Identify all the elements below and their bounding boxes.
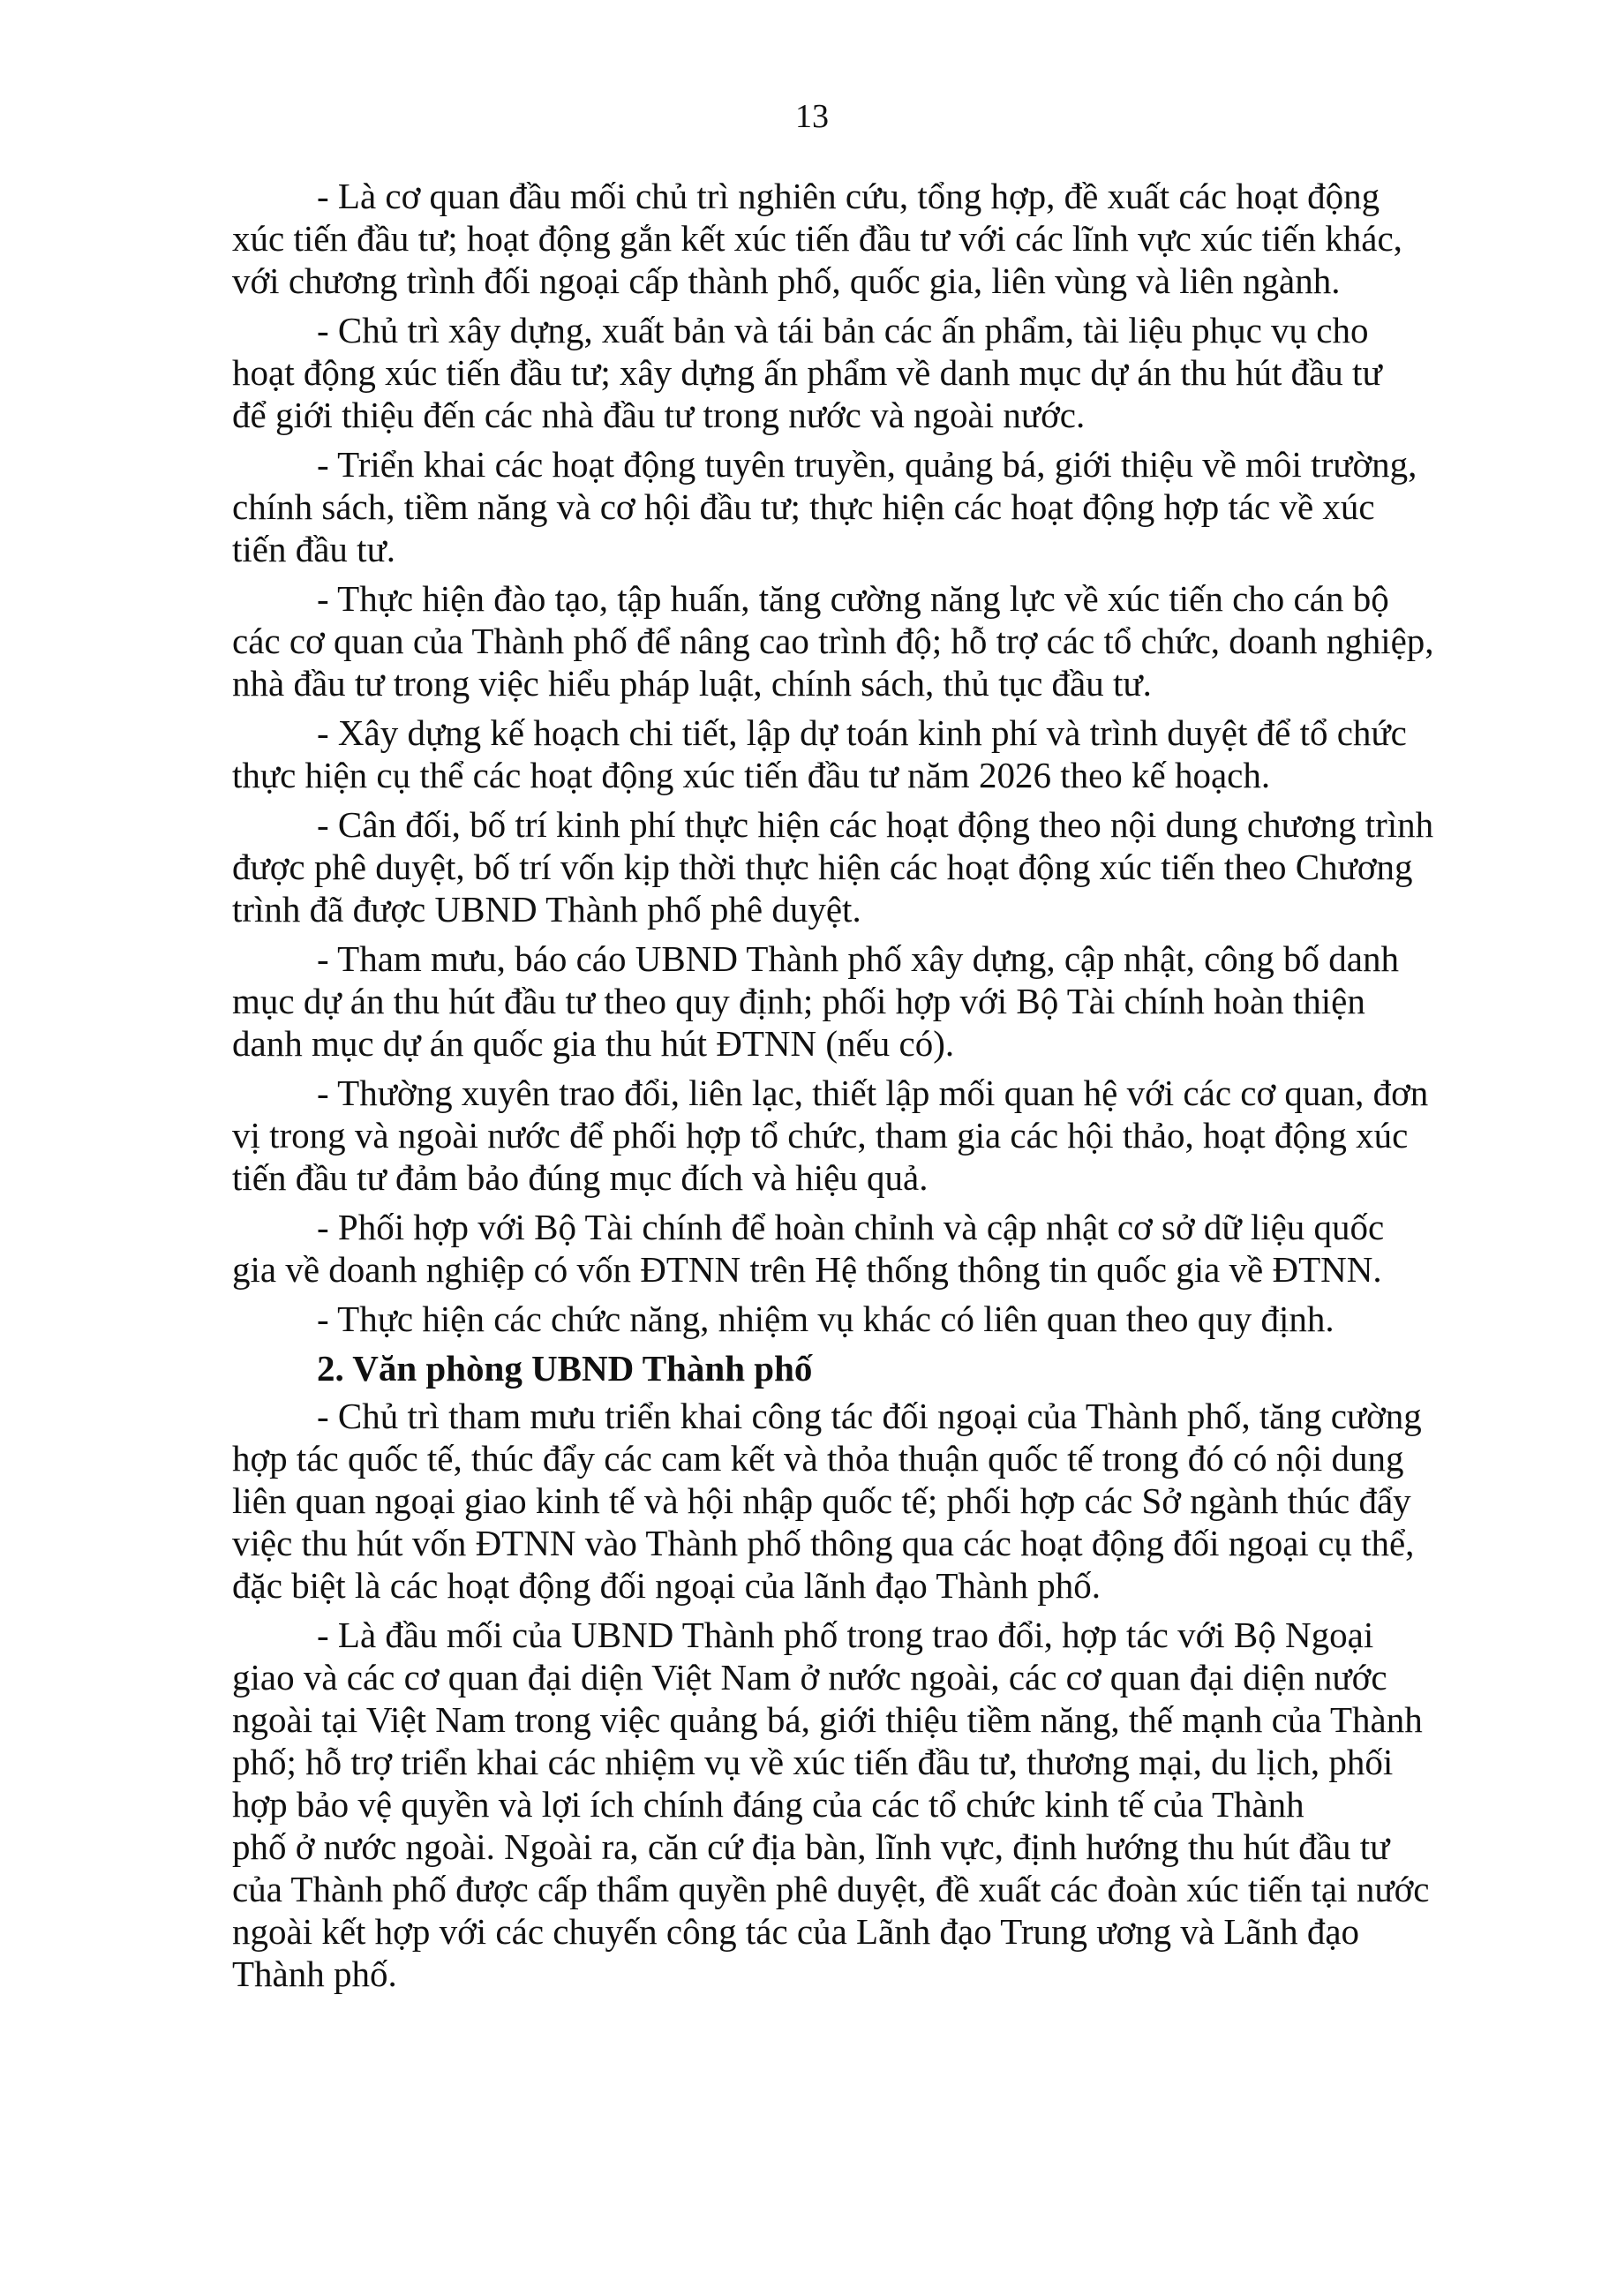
text-line: phố; hỗ trợ triển khai các nhiệm vụ về xúc tiến đầu tư, thương mại, du lịch, phối xyxy=(232,1742,1394,1782)
paragraph xyxy=(232,937,1467,1065)
text-line: thực hiện cụ thể các hoạt động xúc tiến đầu tư năm 2026 theo kế hoạch. xyxy=(232,755,1271,795)
text-line: - Phối hợp với Bộ Tài chính để hoàn chỉnh và cập nhật cơ sở dữ liệu quốc xyxy=(317,1207,1385,1247)
text-line: ngoài tại Việt Nam trong việc quảng bá, giới thiệu tiềm năng, thế mạnh của Thành xyxy=(232,1699,1423,1740)
text-line: đặc biệt là các hoạt động đối ngoại của lãnh đạo Thành phố. xyxy=(232,1565,1101,1606)
text-line: hợp bảo vệ quyền và lợi ích chính đáng của các tổ chức kinh tế của Thành xyxy=(232,1784,1304,1825)
paragraph xyxy=(232,803,1467,930)
paragraph xyxy=(232,577,1467,704)
text-line: - Chủ trì xây dựng, xuất bản và tái bản các ấn phẩm, tài liệu phục vụ cho xyxy=(317,310,1369,350)
page-number: 13 xyxy=(795,98,829,135)
text-line: - Tham mưu, báo cáo UBND Thành phố xây dựng, cập nhật, công bố danh xyxy=(317,938,1399,979)
text-line: - Cân đối, bố trí kinh phí thực hiện các hoạt động theo nội dung chương trình xyxy=(317,804,1434,845)
text-line: danh mục dự án quốc gia thu hút ĐTNN (nếu có). xyxy=(232,1023,955,1064)
text-line: chính sách, tiềm năng và cơ hội đầu tư; thực hiện các hoạt động hợp tác về xúc xyxy=(232,486,1375,527)
text-line: được phê duyệt, bố trí vốn kịp thời thực hiện các hoạt động xúc tiến theo Chương xyxy=(232,847,1413,887)
paragraph xyxy=(232,1395,1467,1607)
text-line: - Thực hiện các chức năng, nhiệm vụ khác có liên quan theo quy định. xyxy=(317,1299,1335,1339)
paragraph xyxy=(232,1206,1467,1291)
paragraph xyxy=(232,443,1467,570)
text-line: trình đã được UBND Thành phố phê duyệt. xyxy=(232,889,861,930)
text-line: tiến đầu tư đảm bảo đúng mục đích và hiệu quả. xyxy=(232,1157,929,1198)
text-line: để giới thiệu đến các nhà đầu tư trong nước và ngoài nước. xyxy=(232,395,1086,435)
text-line: - Là đầu mối của UBND Thành phố trong trao đổi, hợp tác với Bộ Ngoại xyxy=(317,1615,1374,1655)
text-line: hoạt động xúc tiến đầu tư; xây dựng ấn phẩm về danh mục dự án thu hút đầu tư xyxy=(232,352,1382,393)
text-line: nhà đầu tư trong việc hiểu pháp luật, chính sách, thủ tục đầu tư. xyxy=(232,663,1152,704)
section-task-list xyxy=(232,1395,1467,1995)
text-line: phố ở nước ngoài. Ngoài ra, căn cứ địa bàn, lĩnh vực, định hướng thu hút đầu tư xyxy=(232,1826,1390,1867)
text-line: xúc tiến đầu tư; hoạt động gắn kết xúc tiến đầu tư với các lĩnh vực xúc tiến khác, xyxy=(232,218,1402,259)
text-line: mục dự án thu hút đầu tư theo quy định; phối hợp với Bộ Tài chính hoàn thiện xyxy=(232,981,1365,1021)
text-line: giao và các cơ quan đại diện Việt Nam ở nước ngoài, các cơ quan đại diện nước xyxy=(232,1657,1387,1698)
text-line: với chương trình đối ngoại cấp thành phố, quốc gia, liên vùng và liên ngành. xyxy=(232,260,1341,301)
text-line: liên quan ngoại giao kinh tế và hội nhập quốc tế; phối hợp các Sở ngành thúc đẩy xyxy=(232,1480,1411,1521)
text-line: gia về doanh nghiệp có vốn ĐTNN trên Hệ thống thông tin quốc gia về ĐTNN. xyxy=(232,1249,1382,1290)
section-heading: 2. Văn phòng UBND Thành phố xyxy=(317,1348,813,1389)
text-line: hợp tác quốc tế, thúc đẩy các cam kết và thỏa thuận quốc tế trong đó có nội dung xyxy=(232,1438,1404,1479)
text-line: - Triển khai các hoạt động tuyên truyền, quảng bá, giới thiệu về môi trường, xyxy=(317,444,1417,485)
paragraph xyxy=(232,1614,1467,1995)
text-line: việc thu hút vốn ĐTNN vào Thành phố thông qua các hoạt động đối ngoại cụ thể, xyxy=(232,1523,1415,1563)
text-line: - Thực hiện đào tạo, tập huấn, tăng cường năng lực về xúc tiến cho cán bộ xyxy=(317,578,1389,619)
task-list xyxy=(232,175,1467,1340)
text-line: tiến đầu tư. xyxy=(232,529,396,569)
text-line: - Chủ trì tham mưu triển khai công tác đối ngoại của Thành phố, tăng cường xyxy=(317,1396,1422,1436)
text-line: - Xây dựng kế hoạch chi tiết, lập dự toán kinh phí và trình duyệt để tổ chức xyxy=(317,712,1407,753)
paragraph xyxy=(232,309,1467,436)
paragraph xyxy=(232,1072,1467,1199)
text-line: - Thường xuyên trao đổi, liên lạc, thiết lập mối quan hệ với các cơ quan, đơn xyxy=(317,1073,1429,1113)
paragraph xyxy=(232,175,1467,302)
text-line: các cơ quan của Thành phố để nâng cao trình độ; hỗ trợ các tổ chức, doanh nghiệp, xyxy=(232,621,1434,661)
paragraph xyxy=(232,1298,1467,1340)
text-line: Thành phố. xyxy=(232,1953,397,1994)
text-line: của Thành phố được cấp thẩm quyền phê duyệt, đề xuất các đoàn xúc tiến tại nước xyxy=(232,1869,1430,1909)
text-line: ngoài kết hợp với các chuyến công tác của Lãnh đạo Trung ương và Lãnh đạo xyxy=(232,1911,1360,1952)
document-body xyxy=(232,175,1467,2002)
text-line: vị trong và ngoài nước để phối hợp tổ chức, tham gia các hội thảo, hoạt động xúc xyxy=(232,1115,1409,1156)
paragraph xyxy=(232,711,1467,796)
text-line: - Là cơ quan đầu mối chủ trì nghiên cứu, tổng hợp, đề xuất các hoạt động xyxy=(317,176,1380,216)
